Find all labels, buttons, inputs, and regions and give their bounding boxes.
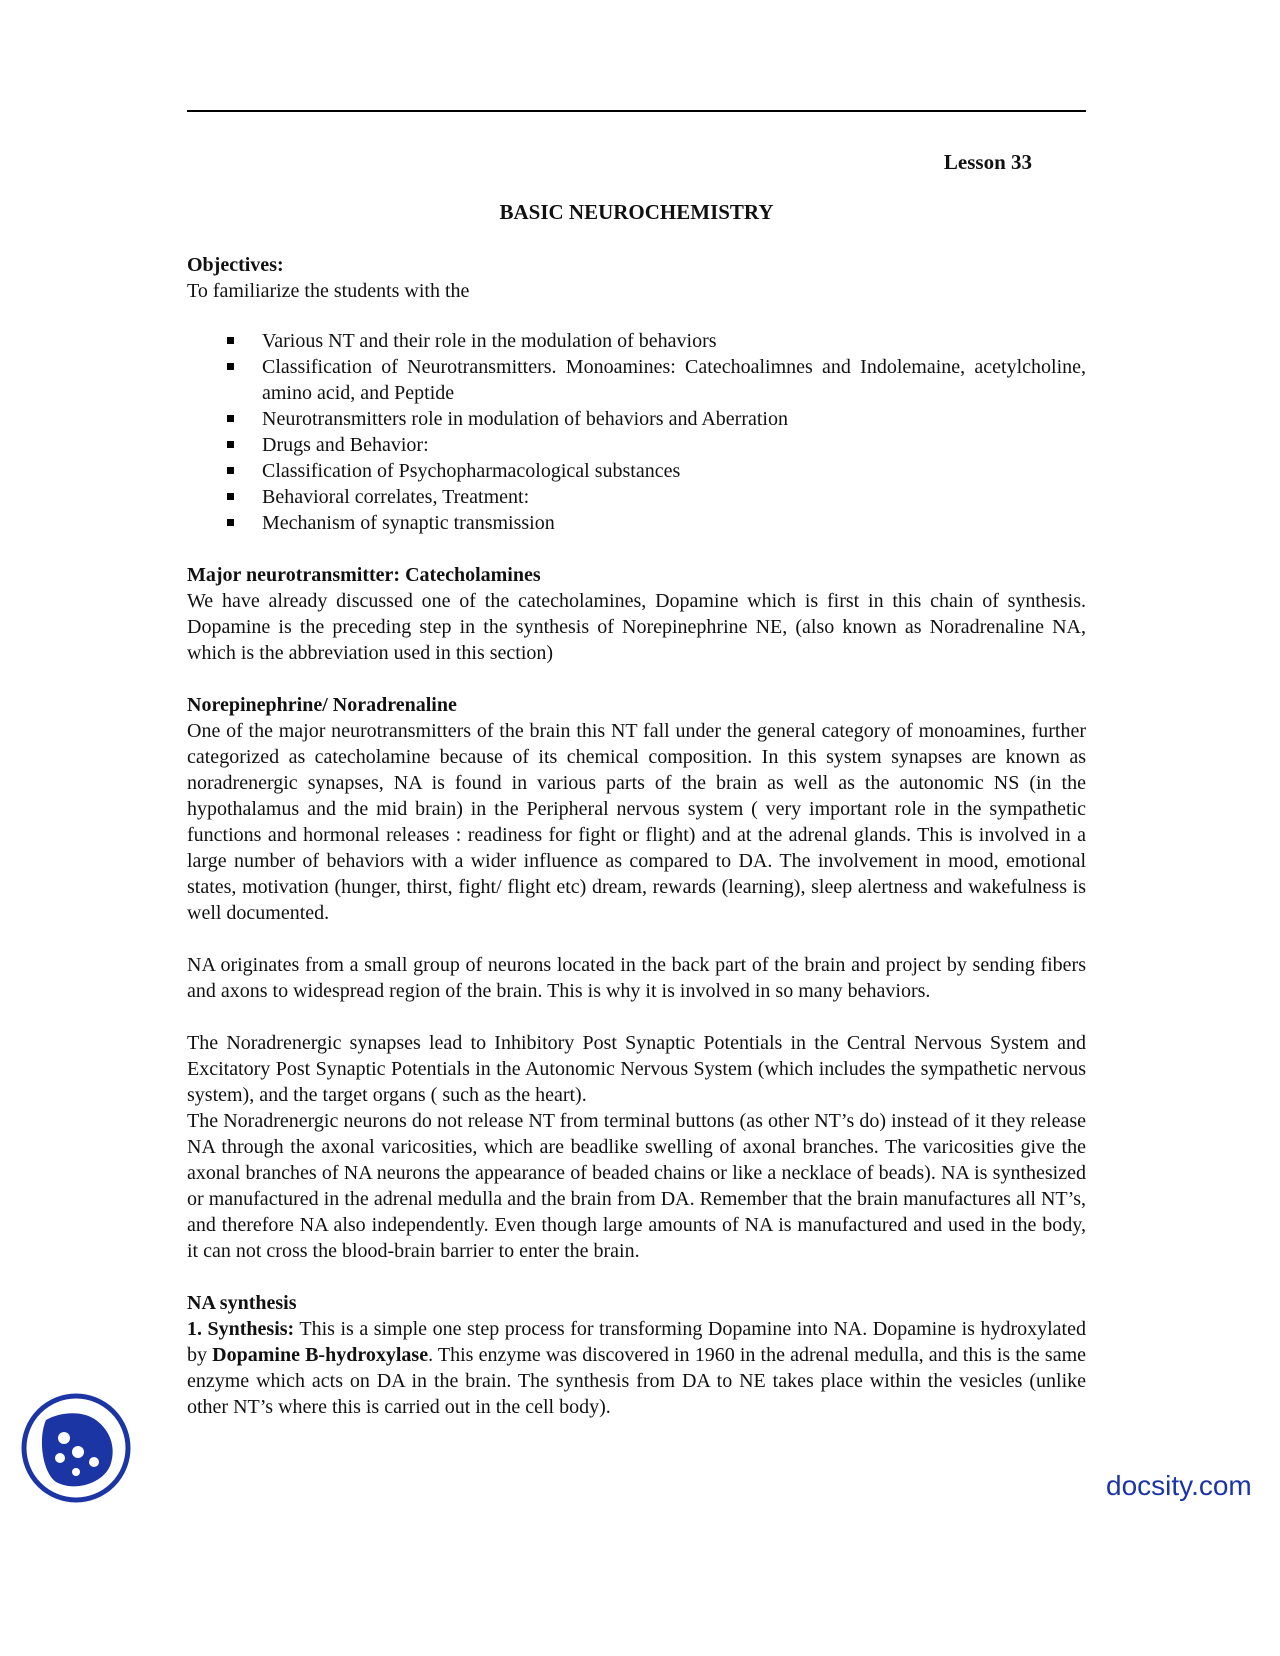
synthesis-paragraph	[187, 1316, 1086, 1420]
list-item: Classification of Neurotransmitters. Monoamines: Catechoalimnes and Indolemaine, acetylcholine, amino acid, and Peptide	[187, 354, 1086, 406]
norepinephrine-paragraph-2: NA originates from a small group of neurons located in the back part of the brain and project by sending fibers and axons to widespread region of the brain. This is why it is involved in so many behaviors.	[187, 954, 1086, 1002]
synthesis-heading: NA synthesis	[187, 1292, 297, 1314]
list-item: Various NT and their role in the modulation of behaviors	[187, 328, 1086, 354]
synthesis-text-b: . This enzyme was discovered in 1960 in the adrenal medulla, and this is the same enzyme which acts on DA in the brain. The synthesis from DA to NE takes place within the vesicles (unlike other NT’s where this is carried out in the cell body).	[187, 1344, 1086, 1418]
list-item: Classification of Psychopharmacological substances	[187, 458, 1086, 484]
enzyme-name: Dopamine B-hydroxylase	[212, 1344, 429, 1366]
list-item: Behavioral correlates, Treatment:	[187, 484, 1086, 510]
norepinephrine-paragraph-1: One of the major neurotransmitters of the brain this NT fall under the general category of monoamines, further categorized as catecholamine because of its chemical composition. In this system synapses are known as noradrenergic synapses, NA is found in various parts of the brain as well as the autonomic NS (in the hypothalamus and the mid brain) in the Peripheral nervous system ( very important role in the sympathetic functions and hormonal releases : readiness for fight or flight) and at the adrenal glands. This is involved in a large number of behaviors with a wider influence as compared to DA. The involvement in mood, emotional states, motivation (hunger, thirst, fight/ flight etc) dream, rewards (learning), sleep alertness and wakefulness is well documented.	[187, 720, 1086, 924]
norepinephrine-heading: Norepinephrine/ Noradrenaline	[187, 694, 457, 716]
docsity-brand-link[interactable]: docsity.com	[1106, 1470, 1252, 1501]
objectives-intro: To familiarize the students with the	[187, 280, 470, 302]
list-item: Neurotransmitters role in modulation of behaviors and Aberration	[187, 406, 1086, 432]
lesson-number: Lesson 33	[943, 150, 1032, 174]
synthesis-label: 1. Synthesis:	[187, 1318, 295, 1340]
list-item: Drugs and Behavior:	[187, 432, 1086, 458]
header-rule	[187, 110, 1086, 112]
docsity-logo-icon[interactable]	[20, 1392, 132, 1504]
objectives-heading: Objectives:	[187, 254, 284, 276]
objectives-list	[187, 328, 1086, 536]
synthesis-text-a: This is a simple one step process for transforming Dopamine into NA. Dopamine is hydroxylated by	[187, 1318, 1086, 1366]
catecholamines-heading: Major neurotransmitter: Catecholamines	[187, 564, 541, 586]
norepinephrine-paragraph-3: The Noradrenergic synapses lead to Inhibitory Post Synaptic Potentials in the Central Nervous System and Excitatory Post Synaptic Potentials in the Autonomic Nervous System (which includes the sympathetic nervous system), and the target organs ( such as the heart).	[187, 1032, 1086, 1106]
list-item: Mechanism of synaptic transmission	[187, 510, 1086, 536]
catecholamines-paragraph: We have already discussed one of the catecholamines, Dopamine which is first in this chain of synthesis. Dopamine is the preceding step in the synthesis of Norepinephrine NE, (also known as Noradrenaline NA, which is the abbreviation used in this section)	[187, 590, 1086, 664]
norepinephrine-paragraph-4: The Noradrenergic neurons do not release NT from terminal buttons (as other NT’s do) instead of it they release NA through the axonal varicosities, which are beadlike swelling of axonal branches. The varicosities give the axonal branches of NA neurons the appearance of beaded chains or like a necklace of beads). NA is synthesized or manufactured in the adrenal medulla and the brain from DA. Remember that the brain manufactures all NT’s, and therefore NA also independently. Even though large amounts of NA is manufactured and used in the body, it can not cross the blood-brain barrier to enter the brain.	[187, 1110, 1086, 1262]
page-title: BASIC NEUROCHEMISTRY	[499, 200, 774, 224]
document-body	[187, 252, 1086, 1420]
